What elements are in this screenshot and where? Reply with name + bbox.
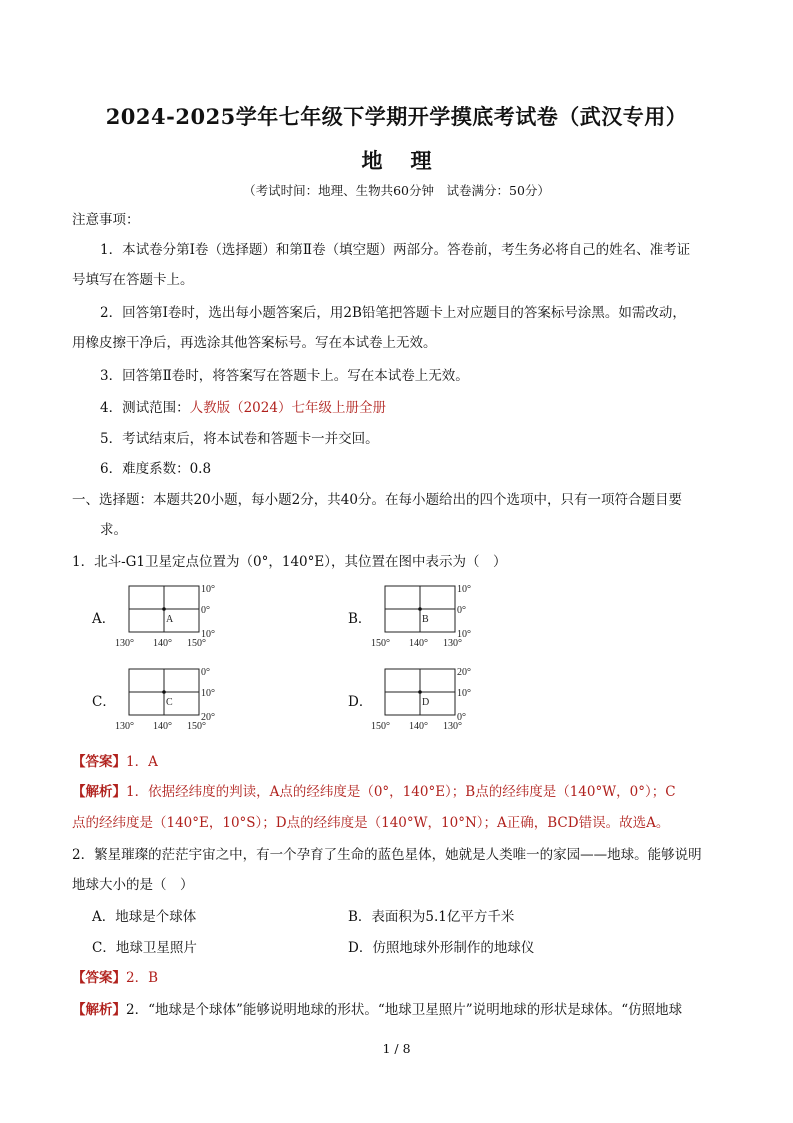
analysis-tag: 【解析】 xyxy=(72,1002,126,1018)
lon-label-mid: 140° xyxy=(409,638,428,649)
q1-option-c-label: C． xyxy=(92,694,116,710)
lon-label-mid: 140° xyxy=(409,721,428,732)
exam-meta: （考试时间：地理、生物共60分钟 试卷满分：50分） xyxy=(243,183,550,198)
q1-analysis-line-2: 点的经纬度是（140°E，10°S）；D点的经纬度是（140°W，10°N）；A正确，BCD错误。故选A。 xyxy=(72,815,670,831)
q2-option-c: C．地球卫星照片 xyxy=(92,940,197,956)
q2-option-d: D．仿照地球外形制作的地球仪 xyxy=(348,940,535,956)
lat-label-mid: 0° xyxy=(457,605,466,616)
lon-label-right: 150° xyxy=(187,638,206,649)
point-label: D xyxy=(422,697,430,708)
q1-diagram-d xyxy=(371,665,481,737)
analysis-tag: 【解析】 xyxy=(72,784,126,800)
lon-label-left: 150° xyxy=(371,721,390,732)
q2-analysis-line-1 xyxy=(72,998,682,1018)
lon-label-right: 130° xyxy=(443,638,462,649)
lat-label-mid: 10° xyxy=(201,688,215,699)
lat-label-mid: 0° xyxy=(201,605,210,616)
q1-option-a-label: A． xyxy=(92,611,116,627)
q2-option-b: B．表面积为5.1亿平方千米 xyxy=(348,909,515,925)
q1-stem: 1．北斗-G1卫星定点位置为（0°，140°E），其位置在图中表示为（ ） xyxy=(72,554,507,570)
lat-label-top: 10° xyxy=(457,584,471,595)
lon-label-left: 130° xyxy=(115,638,134,649)
point-label: A xyxy=(166,614,174,625)
answer-tag: 【答案】 xyxy=(72,970,126,986)
q2-option-a: A．地球是个球体 xyxy=(92,909,197,925)
note-1-line-1: 1．本试卷分第Ⅰ卷（选择题）和第Ⅱ卷（填空题）两部分。答卷前，考生务必将自己的姓名、准考证 xyxy=(100,242,691,258)
q1-diagram-c xyxy=(115,665,225,737)
lat-label-bottom: 0° xyxy=(457,712,466,723)
subject-title: 地理 xyxy=(361,148,460,173)
note-1-line-2: 号填写在答题卡上。 xyxy=(72,272,194,288)
lon-label-left: 130° xyxy=(115,721,134,732)
note-2-line-1: 2．回答第Ⅰ卷时，选出每小题答案后，用2B铅笔把答题卡上对应题目的答案标号涂黑。如需改动， xyxy=(100,305,686,321)
q1-answer xyxy=(72,750,158,770)
q1-diagram-a xyxy=(115,582,225,654)
point-marker xyxy=(418,607,422,611)
section-1-line-1: 一、选择题：本题共20小题，每小题2分，共40分。在每小题给出的四个选项中，只有一项符合题目要 xyxy=(72,492,682,508)
point-label: C xyxy=(166,697,173,708)
note-4-range: 人教版（2024）七年级上册全册 xyxy=(189,400,386,416)
notes-heading: 注意事项： xyxy=(72,212,140,228)
note-3: 3．回答第Ⅱ卷时，将答案写在答题卡上。写在本试卷上无效。 xyxy=(100,368,469,384)
q1-diagram-b xyxy=(371,582,481,654)
point-marker xyxy=(162,607,166,611)
lat-label-bottom: 10° xyxy=(201,629,215,640)
lat-label-mid: 10° xyxy=(457,688,471,699)
point-label: B xyxy=(422,614,429,625)
note-4-prefix: 4．测试范围： xyxy=(100,400,190,416)
q1-option-d-label: D． xyxy=(348,694,373,710)
q2-answer xyxy=(72,966,158,986)
point-marker xyxy=(162,690,166,694)
lon-label-right: 150° xyxy=(187,721,206,732)
page-number: 1 / 8 xyxy=(382,1041,411,1056)
answer-tag: 【答案】 xyxy=(72,754,126,770)
q1-analysis-line-1 xyxy=(72,780,676,800)
section-1-line-2: 求。 xyxy=(100,522,127,538)
lon-label-right: 130° xyxy=(443,721,462,732)
lat-label-bottom: 20° xyxy=(201,712,215,723)
q2-stem-line-2: 地球大小的是（ ） xyxy=(72,877,194,893)
note-5: 5．考试结束后，将本试卷和答题卡一并交回。 xyxy=(100,431,379,447)
answer-value: 1．A xyxy=(126,754,158,770)
q2-stem-line-1: 2．繁星璀璨的茫茫宇宙之中，有一个孕育了生命的蓝色星体，她就是人类唯一的家园——地球。能够说明 xyxy=(72,847,702,863)
lat-label-bottom: 10° xyxy=(457,629,471,640)
lon-label-mid: 140° xyxy=(153,638,172,649)
analysis-text: 2．“地球是个球体”能够说明地球的形状。“地球卫星照片”说明地球的形状是球体。“仿照地球 xyxy=(126,1002,683,1018)
exam-title: 2024-2025学年七年级下学期开学摸底考试卷（武汉专用） xyxy=(105,104,688,129)
lat-label-top: 10° xyxy=(201,584,215,595)
analysis-text: 1．依据经纬度的判读，A点的经纬度是（0°，140°E）；B点的经纬度是（140°W，0°）；C xyxy=(126,784,676,800)
lon-label-left: 150° xyxy=(371,638,390,649)
lat-label-top: 0° xyxy=(201,667,210,678)
note-2-line-2: 用橡皮擦干净后，再选涂其他答案标号。写在本试卷上无效。 xyxy=(72,335,437,351)
answer-value: 2．B xyxy=(126,970,159,986)
lon-label-mid: 140° xyxy=(153,721,172,732)
lat-label-top: 20° xyxy=(457,667,471,678)
point-marker xyxy=(418,690,422,694)
note-6: 6．难度系数：0.8 xyxy=(100,461,212,477)
q1-option-b-label: B． xyxy=(348,611,372,627)
note-4 xyxy=(100,396,386,416)
